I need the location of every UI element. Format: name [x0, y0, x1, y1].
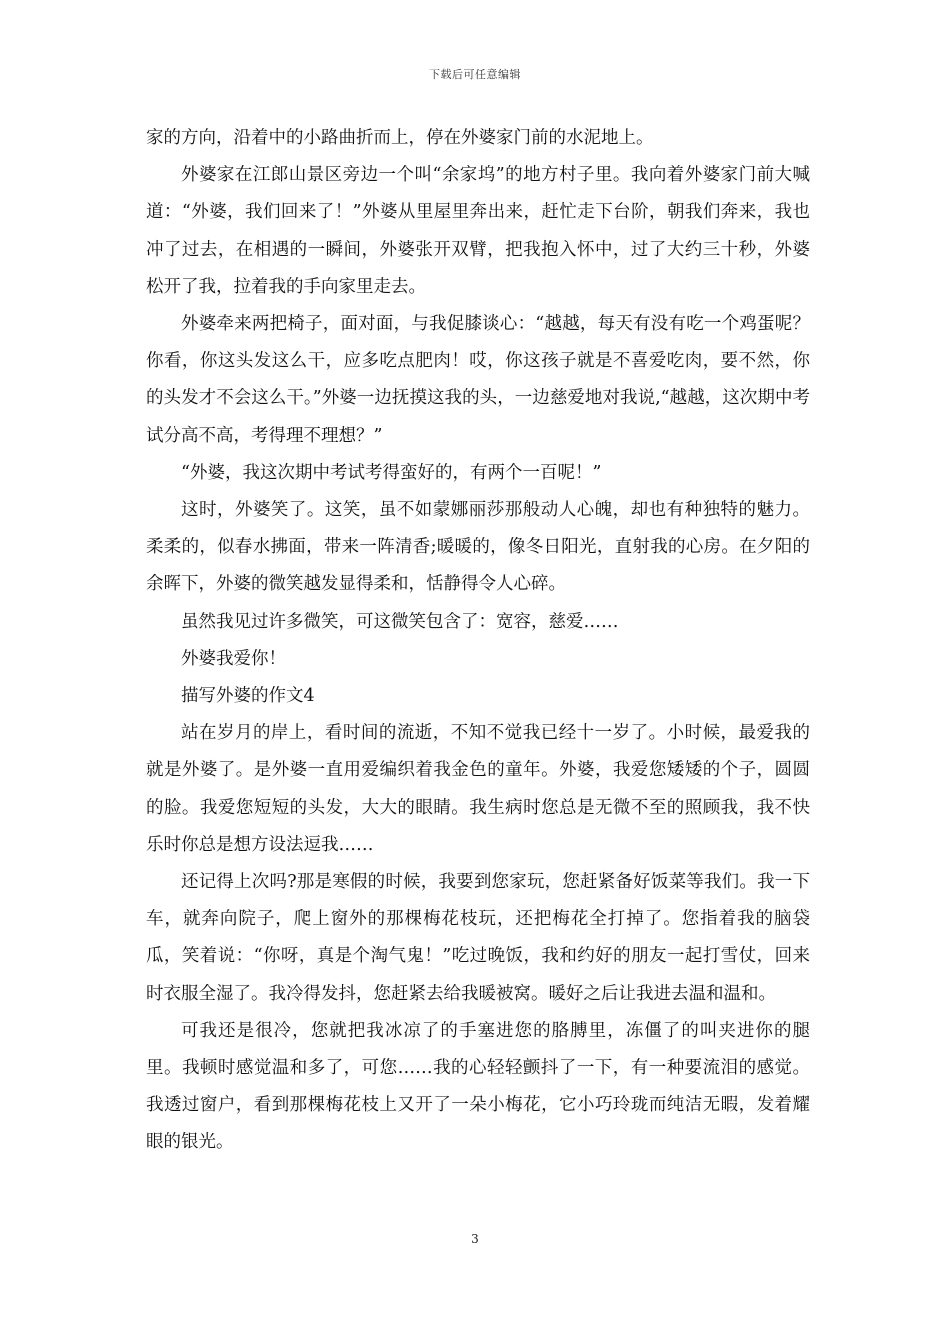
body-text [146, 120, 810, 1162]
paragraph: 外婆牵来两把椅子，面对面，与我促膝谈心：“越越，每天有没有吃一个鸡蛋呢？你看，你这头发这么干，应多吃点肥肉！哎，你这孩子就是不喜爱吃肉，要不然，你的头发才不会这么干。”外婆一边抚摸这我的头，一边慈爱地对我说,“越越，这次期中考试分高不高，考得理不理想？” [146, 314, 810, 446]
page-header: 下载后可任意编辑 [429, 68, 521, 81]
paragraph: 可我还是很冷，您就把我冰凉了的手塞进您的胳膊里，冻僵了的叫夹进你的腿里。我顿时感觉温和多了，可您……我的心轻轻颤抖了一下，有一种要流泪的感觉。我透过窗户，看到那棵梅花枝上又开了一朵小梅花，它小巧玲珑而纯洁无暇，发着耀眼的银光。 [146, 1020, 810, 1153]
paragraph: 这时，外婆笑了。这笑，虽不如蒙娜丽莎那般动人心魄，却也有种独特的魅力。柔柔的，似春水拂面，带来一阵清香;暖暖的，像冬日阳光，直射我的心房。在夕阳的余晖下，外婆的微笑越发显得柔和，恬静得令人心碎。 [146, 500, 810, 595]
paragraph: 站在岁月的岸上，看时间的流逝，不知不觉我已经十一岁了。小时候，最爱我的就是外婆了。是外婆一直用爱编织着我金色的童年。外婆，我爱您矮矮的个子，圆圆的脸。我爱您短短的头发，大大的眼睛。我生病时您总是无微不至的照顾我，我不快乐时你总是想方设法逗我…… [146, 723, 810, 855]
paragraph: 外婆家在江郎山景区旁边一个叫“余家坞”的地方村子里。我向着外婆家门前大喊道：“外婆，我们回来了！”外婆从里屋里奔出来，赶忙走下台阶，朝我们奔来，我也冲了过去，在相遇的一瞬间，外婆张开双臂，把我抱入怀中，过了大约三十秒，外婆松开了我，拉着我的手向家里走去。 [146, 165, 810, 297]
paragraph: 还记得上次吗?那是寒假的时候，我要到您家玩，您赶紧备好饭菜等我们。我一下车，就奔向院子，爬上窗外的那棵梅花枝玩，还把梅花全打掉了。您指着我的脑袋瓜，笑着说：“你呀，真是个淘气鬼！”吃过晚饭，我和约好的朋友一起打雪仗，回来时衣服全湿了。我冷得发抖，您赶紧去给我暖被窝。暖好之后让我进去温和温和。 [146, 872, 810, 1004]
section-heading: 描写外婆的作文4 [181, 686, 315, 707]
paragraph: “外婆，我这次期中考试考得蛮好的，有两个一百呢！” [181, 462, 602, 483]
paragraph: 家的方向，沿着中的小路曲折而上，停在外婆家门前的水泥地上。 [146, 128, 654, 148]
page-number: 3 [471, 1232, 479, 1246]
paragraph: 虽然我见过许多微笑，可这微笑包含了：宽容，慈爱…… [181, 611, 619, 632]
paragraph: 外婆我爱你！ [181, 648, 286, 669]
